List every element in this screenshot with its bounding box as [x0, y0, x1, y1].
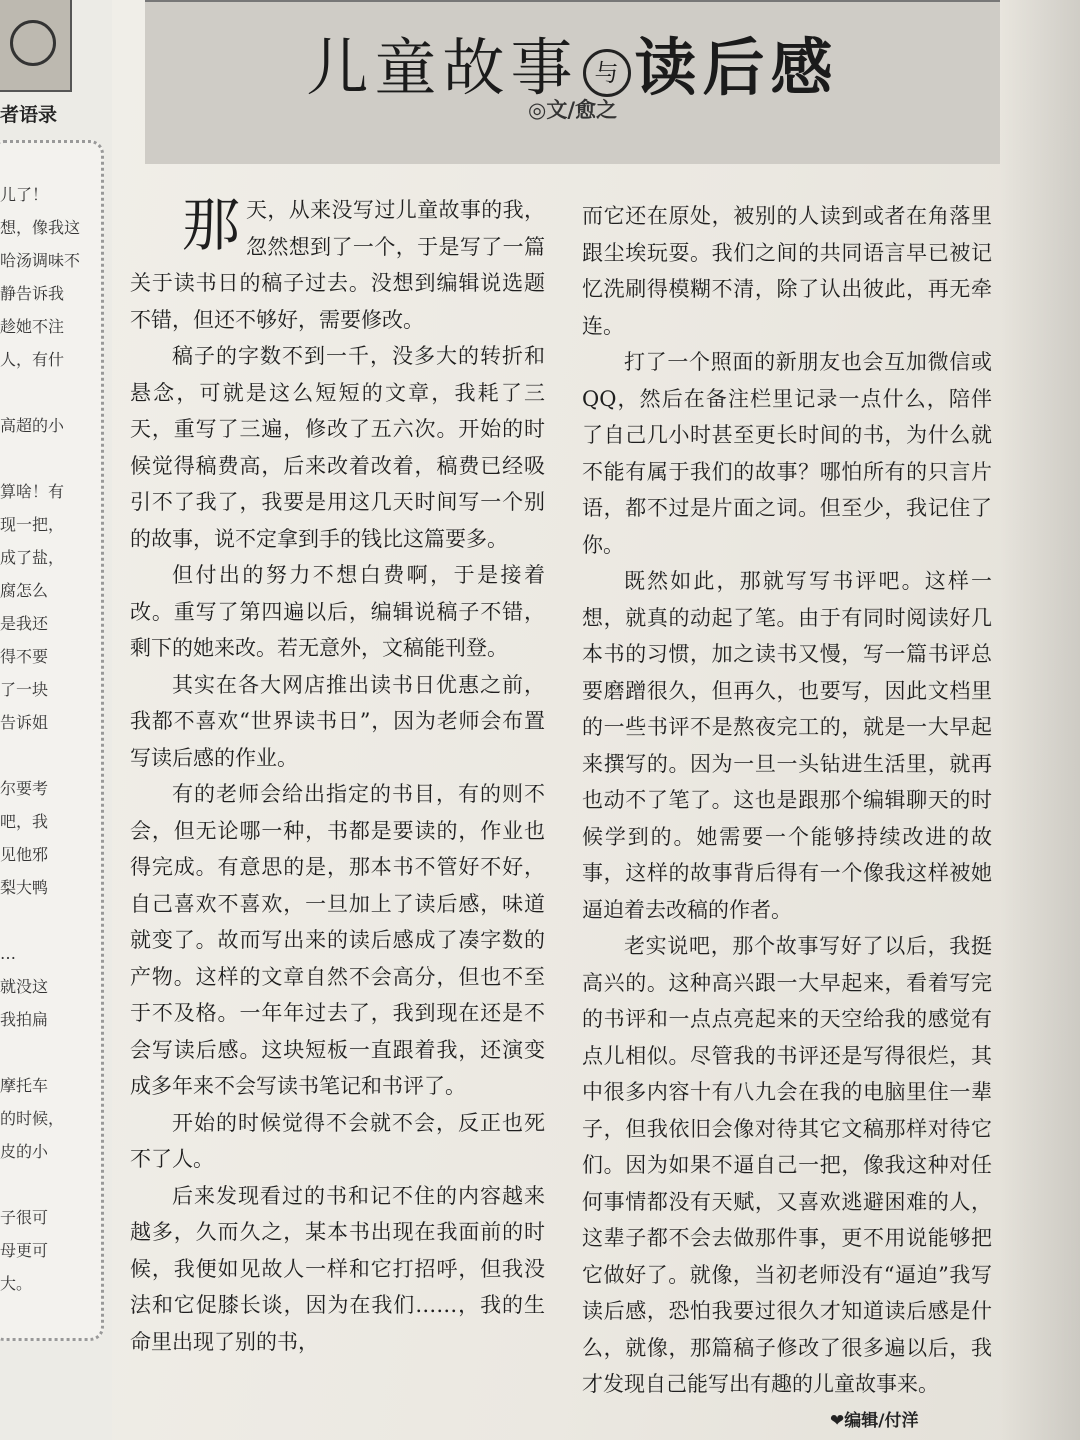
article-paragraph: 稿子的字数不到一千，没多大的转折和悬念，可就是这么短短的文章，我耗了三天，重写了三遍，修改了五六次。开始的时候觉得稿费高，后来改着改着，稿费已经吸引不了我了，我要是用这几天时间写一个别的故事，说不定拿到手的钱比这篇要多。 — [130, 344, 545, 551]
sidebar-heading: 者语录 — [0, 104, 58, 126]
article-paragraph: 而它还在原处，被别的人读到或者在角落里跟尘埃玩耍。我们之间的共同语言早已被记忆洗刷得模糊不清，除了认出彼此，再无牵连。 — [582, 204, 992, 338]
article-paragraph: 老实说吧，那个故事写好了以后，我挺高兴的。这种高兴跟一大早起来，看着写完的书评和一点点亮起来的天空给我的感觉有点儿相似。尽管我的书评还是写得很烂，其中很多内容十有八九会在我的电脑里住一辈子，但我依旧会像对待其它文稿那样对待它们。因为如果不逼自己一把，像我这种对任何事情都没有天赋，又喜欢逃避困难的人，这辈子都不会去做那件事，更不用说能够把它做好了。就像，当初老师没有“逼迫”我写读后感，恐怕我要过很久才知道读后感是什么，就像，那篇稿子修改了很多遍以后，我才发现自己能写出有趣的儿童故事来。 — [582, 934, 992, 1396]
sidebar-line: 梨大鸭 — [0, 878, 49, 897]
article-paragraph: 既然如此，那就写写书评吧。这样一想，就真的动起了笔。由于有同时阅读好几本书的习惯，加之读书又慢，写一篇书评总要磨蹭很久，但再久，也要写，因此文档里的一些书评不是熬夜完工的，就是一大早起来撰写的。因为一旦一头钻进生活里，就再也动不了笔了。这也是跟那个编辑聊天的时候学到的。她需要一个能够持续改进的故事，这样的故事背后得有一个像我这样被她逼迫着去改稿的作者。 — [582, 569, 992, 922]
sidebar-column — [0, 0, 112, 1440]
sidebar-line: 我拍扁 — [0, 1010, 49, 1029]
sidebar-illustration — [0, 0, 72, 92]
sidebar-line: 皮的小 — [0, 1142, 49, 1161]
sidebar-line — [0, 739, 100, 772]
article-column-right — [582, 198, 992, 1403]
title-part-2: 读后感 — [634, 31, 839, 104]
author-byline: ◎文/愈之 — [528, 98, 617, 122]
sidebar-line: 人，有什 — [0, 350, 65, 369]
article-paragraph: 天，从来没写过儿童故事的我，忽然想到了一个，于是写了一篇关于读书日的稿子过去。没想到编辑说选题不错，但还不够好，需要修改。 — [130, 198, 545, 332]
sidebar-line: 腐怎么 — [0, 581, 49, 600]
article-paragraph: 后来发现看过的书和记不住的内容越来越多，久而久之，某本书出现在我面前的时候，我便如见故人一样和它打招呼，但我没法和它促膝长谈，因为在我们……，我的生命里出现了别的书， — [130, 1183, 545, 1354]
sidebar-line: 得不要 — [0, 647, 49, 666]
title-part-1: 儿童故事 — [306, 31, 579, 104]
sidebar-line: 成了盐， — [0, 548, 65, 567]
sidebar-line: 趁她不注 — [0, 317, 65, 336]
editor-credit: ❤编辑/付洋 — [830, 1411, 919, 1431]
article-paragraph: 其实在各大网店推出读书日优惠之前，我都不喜欢“世界读书日”，因为老师会布置写读后感的作业。 — [130, 672, 545, 770]
sidebar-line: 见他邪 — [0, 845, 49, 864]
sidebar-line — [0, 442, 100, 475]
sidebar-line — [0, 376, 100, 409]
sidebar-line: 子很可 — [0, 1208, 49, 1227]
sidebar-line: 告诉姐 — [0, 713, 49, 732]
sidebar-line: 哈汤调味不 — [0, 251, 81, 270]
sidebar-line: 是我还 — [0, 614, 49, 633]
drop-cap: 那 — [182, 191, 241, 259]
sidebar-line — [0, 1036, 100, 1069]
sidebar-line: 的时候， — [0, 1109, 65, 1128]
sidebar-line: 就没这 — [0, 977, 49, 996]
article-header — [145, 0, 1000, 164]
sidebar-line: 吧，我 — [0, 812, 49, 831]
sidebar-line: 想，像我这 — [0, 218, 81, 237]
article-paragraph: 但付出的努力不想白费啊，于是接着改。重写了第四遍以后，编辑说稿子不错，剩下的她来改。若无意外，文稿能刊登。 — [130, 563, 545, 660]
sidebar-line: 现一把， — [0, 515, 65, 534]
article-paragraph: 有的老师会给出指定的书目，有的则不会，但无论哪一种，书都是要读的，作业也得完成。有意思的是，那本书不管好不好，自己喜欢不喜欢，一旦加上了读后感，味道就变了。故而写出来的读后感成了凑字数的产物。这样的文章自然不会高分，但也不至于不及格。一年年过去了，我到现在还是不会写读后感。这块短板一直跟着我，还演变成多年来不会写读书笔记和书评了。 — [130, 782, 545, 1098]
sidebar-line: 尔要考 — [0, 779, 49, 798]
sidebar-line: 母更可 — [0, 1241, 49, 1260]
sidebar-line: … — [0, 944, 16, 963]
sidebar-line: 了一块 — [0, 680, 49, 699]
title-connector-badge: 与 — [583, 49, 631, 97]
sidebar-line: 高超的小 — [0, 416, 65, 435]
page-binding-shadow — [1000, 0, 1080, 1440]
sidebar-line: 静告诉我 — [0, 284, 65, 303]
sidebar-line: 大。 — [0, 1274, 33, 1293]
sidebar-line — [0, 904, 100, 937]
article-column-left — [130, 192, 545, 1360]
sidebar-text — [0, 178, 100, 1300]
sidebar-line: 儿了！ — [0, 185, 49, 204]
sidebar-line — [0, 1168, 100, 1201]
sidebar-line: 算啥！有 — [0, 482, 65, 501]
article-paragraph: 打了一个照面的新朋友也会互加微信或QQ，然后在备注栏里记录一点什么，陪伴了自己几小时甚至更长时间的书，为什么就不能有属于我们的故事？哪怕所有的只言片语，都不过是片面之词。但至少，我记住了你。 — [582, 350, 992, 557]
article-paragraph: 开始的时候觉得不会就不会，反正也死不了人。 — [130, 1110, 545, 1171]
sidebar-line: 摩托车 — [0, 1076, 49, 1095]
